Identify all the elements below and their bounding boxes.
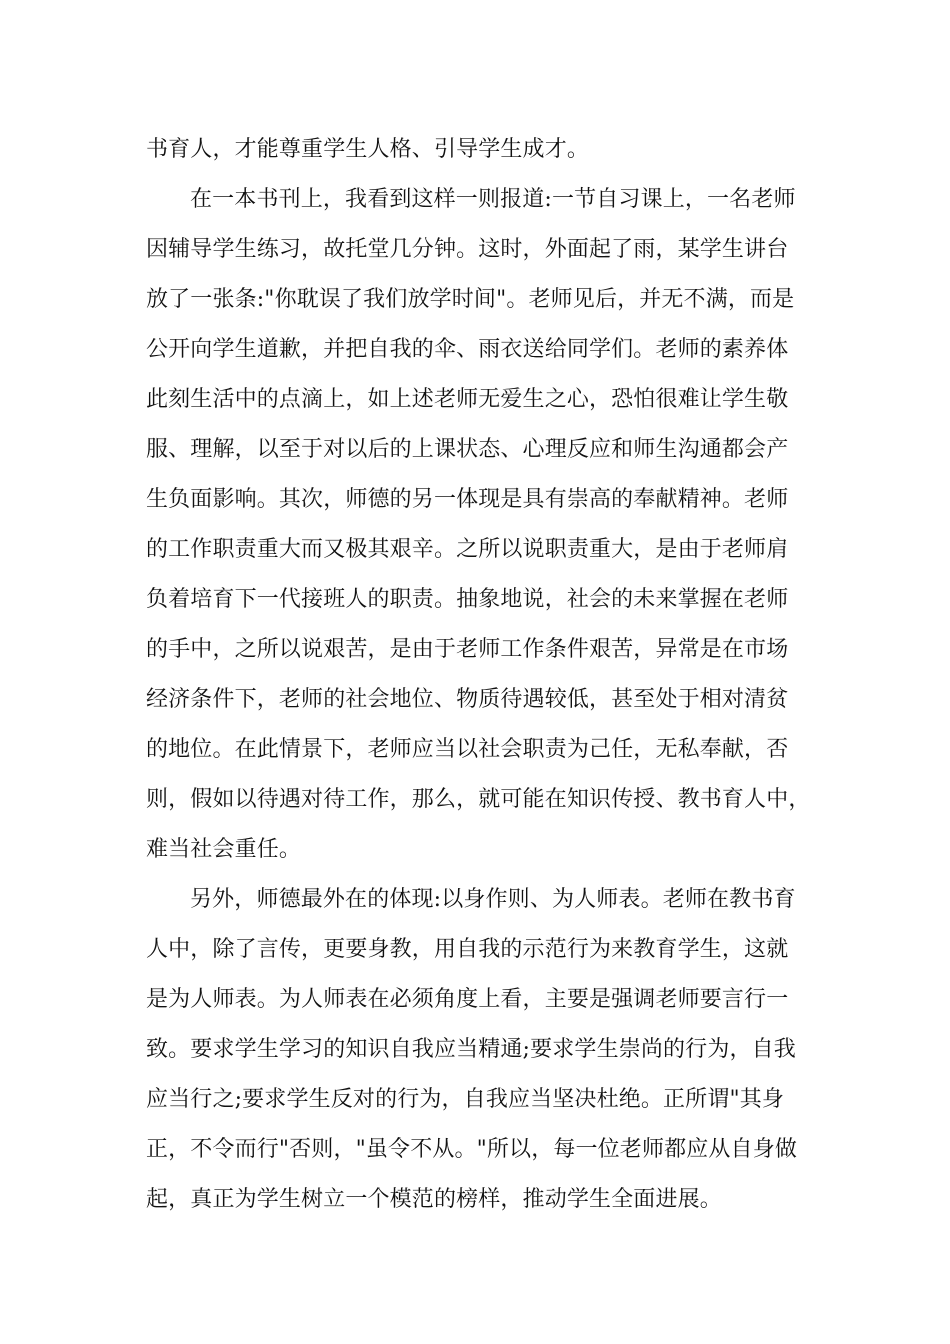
text-line: 服、理解，以至于对以后的上课状态、心理反应和师生沟通都会产: [146, 437, 789, 462]
paragraph-first-line: 在一本书刊上，我看到这样一则报道:一节自习课上，一名老师: [190, 187, 796, 212]
text-line: 的地位。在此情景下，老师应当以社会职责为己任，无私奉献，否: [146, 737, 789, 762]
text-line: 则，假如以待遇对待工作，那么，就可能在知识传授、教书育人中，: [146, 787, 811, 812]
text-line: 负着培育下一代接班人的职责。抽象地说，社会的未来掌握在老师: [146, 587, 789, 612]
text-line: 书育人，才能尊重学生人格、引导学生成才。: [146, 137, 590, 162]
text-line: 起，真正为学生树立一个模范的榜样，推动学生全面进展。: [146, 1187, 722, 1212]
text-line: 经济条件下，老师的社会地位、物质待遇较低，甚至处于相对清贫: [146, 687, 789, 712]
text-line: 公开向学生道歉，并把自我的伞、雨衣送给同学们。老师的素养体: [146, 337, 789, 362]
text-line: 因辅导学生练习，故托堂几分钟。这时，外面起了雨，某学生讲台: [146, 237, 789, 262]
text-line: 生负面影响。其次，师德的另一体现是具有崇高的奉献精神。老师: [146, 487, 789, 512]
text-line: 的工作职责重大而又极其艰辛。之所以说职责重大，是由于老师肩: [146, 537, 789, 562]
text-line: 致。要求学生学习的知识自我应当精通;要求学生崇尚的行为，自我: [146, 1037, 796, 1062]
text-line: 此刻生活中的点滴上，如上述老师无爱生之心，恐怕很难让学生敬: [146, 387, 789, 412]
text-line: 难当社会重任。: [146, 837, 302, 862]
text-line: 人中，除了言传，更要身教，用自我的示范行为来教育学生，这就: [146, 937, 789, 962]
text-line: 的手中，之所以说艰苦，是由于老师工作条件艰苦，异常是在市场: [146, 637, 789, 662]
text-line: 应当行之;要求学生反对的行为，自我应当坚决杜绝。正所谓"其身: [146, 1087, 785, 1112]
text-line: 是为人师表。为人师表在必须角度上看，主要是强调老师要言行一: [146, 987, 789, 1012]
paragraph-first-line: 另外，师德最外在的体现:以身作则、为人师表。老师在教书育: [190, 887, 796, 912]
text-line: 放了一张条:"你耽误了我们放学时间"。老师见后，并无不满，而是: [146, 287, 795, 312]
text-line: 正，不令而行"否则，"虽令不从。"所以，每一位老师都应从自身做: [146, 1137, 798, 1162]
